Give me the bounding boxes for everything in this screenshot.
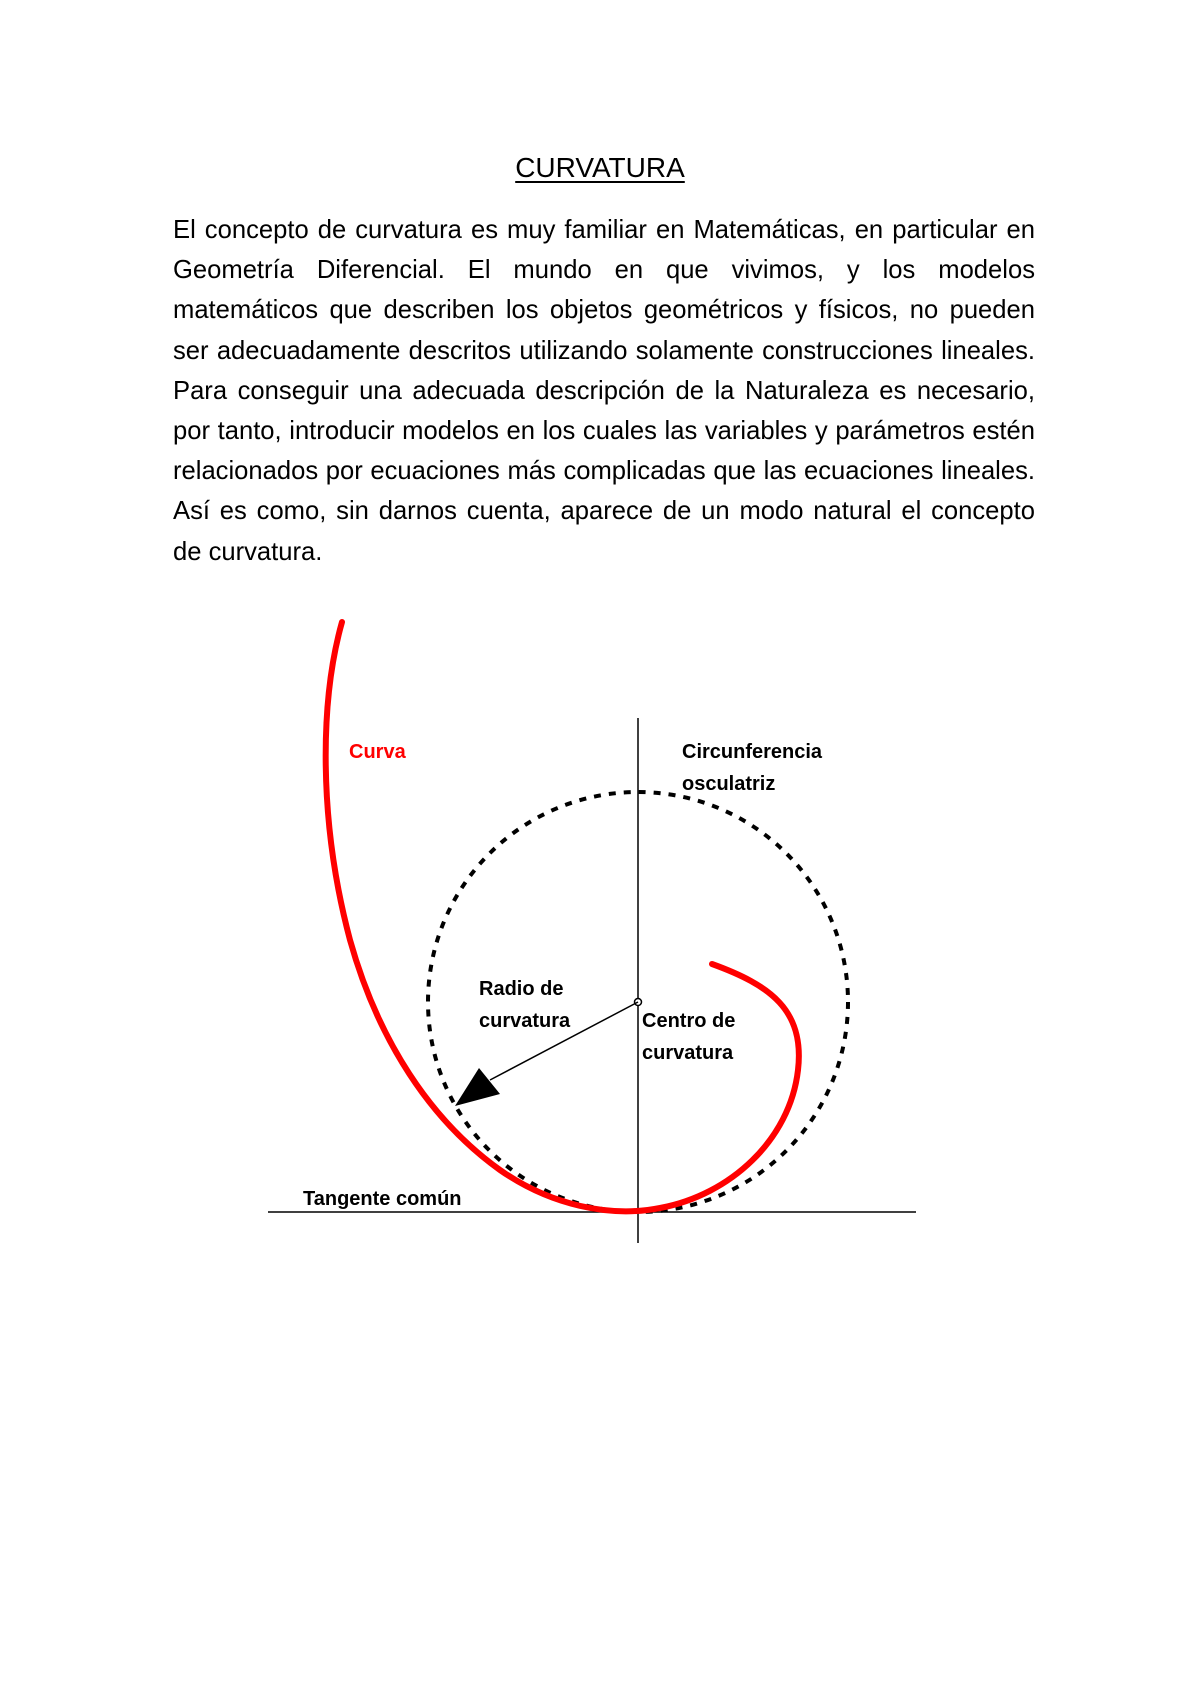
label-tangent: Tangente común xyxy=(303,1188,462,1210)
body-paragraph: El concepto de curvatura es muy familiar en Matemáticas, en particular en Geometría Diferencial. El mundo en que vivimos, y los modelos matemáticos que describen los objetos geométricos y físicos, no pueden ser adecuadamente descritos utilizando solamente construcciones lineales. Para conseguir una adecuada descripción de la Naturaleza es necesario, por tanto, introducir modelos en los cuales las variables y parámetros estén relacionados por ecuaciones más complicadas que las ecuaciones lineales. Así es como, sin darnos cuenta, aparece de un modo natural el concepto de curvatura. xyxy=(173,216,1035,566)
label-osculating-circle-2: osculatriz xyxy=(682,773,776,795)
red-curve xyxy=(326,622,799,1211)
label-radius-2: curvatura xyxy=(479,1010,571,1032)
label-radius-1: Radio de xyxy=(479,978,564,1000)
label-curve: Curva xyxy=(349,741,406,763)
label-osculating-circle-1: Circunferencia xyxy=(682,741,823,763)
label-center-2: curvatura xyxy=(642,1042,734,1064)
label-center-1: Centro de xyxy=(642,1010,736,1032)
radius-arrowhead xyxy=(455,1068,500,1106)
page-title: CURVATURA xyxy=(515,152,685,183)
